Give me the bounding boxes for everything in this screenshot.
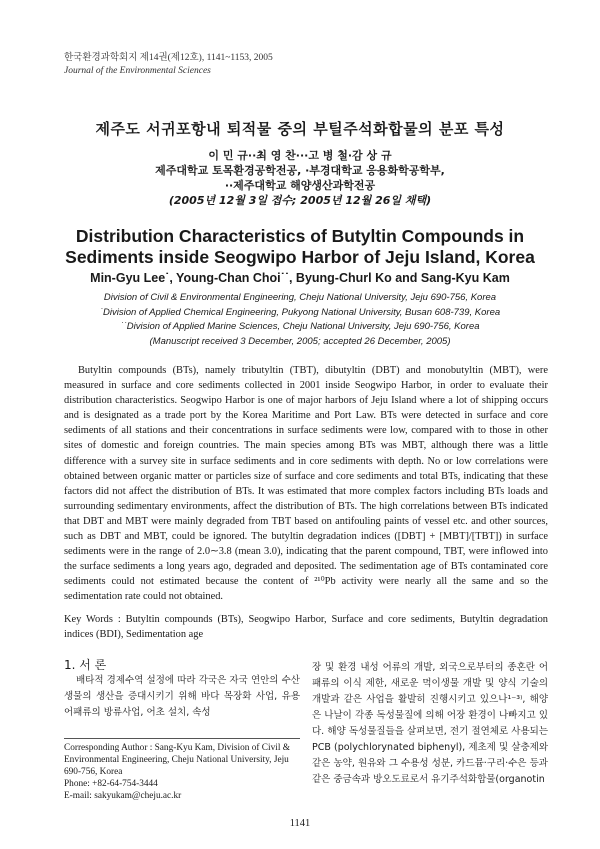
- journal-citation-ko: 한국환경과학회지 제14권(제12호), 1141~1153, 2005: [64, 53, 273, 63]
- received-dates-ko: (2005년 12월 3일 접수; 2005년 12월 26일 채택): [168, 194, 432, 207]
- footnote-author: Corresponding Author : Sang-Kyu Kam, Division of Civil & Environmental Engineering, Cheju National University, Jeju 690-756, Korea: [64, 743, 290, 777]
- footnote-rule: [64, 738, 300, 739]
- title-english: [0, 226, 600, 268]
- body-column-1: 배타적 경제수역 설정에 따라 각국은 자국 연안의 수산생물의 생산을 증대시키기 위해 바다 목장화 사업, 유용 어패류의 방류사업, 어초 설치, 속성: [64, 675, 300, 718]
- affiliation-ko-2: ··제주대학교 해양생산과학전공: [224, 179, 376, 192]
- footnote: [64, 742, 300, 802]
- affiliations-english: [0, 291, 600, 349]
- body-column-2: 장 및 환경 내성 어류의 개발, 외국으로부터의 종혼란 어패류의 이식 제한, 새로운 먹이생물 개발 및 양식 기술의 개발과 같은 사업을 활발히 진행시키고 있으나¹⁻³⁾, 해양은 나날이 각종 독성물질에 의해 어장 환경이 나빠지고 있다. 해양 독성물질들을 살펴보면, 전기 절연체로 사용되는 PCB (polychlorynated biphenyl), 제초제 및 살충제와 같은 농약, 원유와 그 수용성 성분, 카드뮴·구리·수은 등과 같은 중금속과 방오도료로서 유기주석화합물(organotin: [312, 662, 548, 785]
- page-number: 1141: [289, 818, 311, 829]
- keywords-label: Key Words :: [64, 614, 121, 625]
- journal-name-en: Journal of the Environmental Sciences: [64, 66, 211, 76]
- title-english-line-1: Distribution Characteristics of Butyltin Compounds in: [75, 226, 525, 246]
- authors-english: Min-Gyu Lee˙, Young-Chan Choi˙˙, Byung-Churl Ko and Sang-Kyu Kam: [90, 271, 510, 285]
- keywords-block: [64, 612, 548, 642]
- affiliation-en-2: ˙Division of Applied Chemical Engineering, Pukyong National University, Busan 608-739, Korea: [99, 306, 501, 318]
- abstract: Butyltin compounds (BTs), namely tributyltin (TBT), dibutyltin (DBT) and monobutyltin (MBT), were measured in surface and core sediments collected in 2001 inside Seogwipo Harbor, in order to evaluate their distribution characteristics. Seogwipo Harbor is one of major harbors of Jeju Island where a lot of shipping occurs and is designated as a trade port by the Korea Maritime and Port Law. BTs were detected in surface and core sediments of all stations and their concentrations in surface sediments were low, compared with to those in other sites of domestic and foreign countries. The main species among BTs was MBT, although there was a little difference with a survey site in surface sediments and in core sediments with depth. No or low correlations were obtained between organic matter or particles size of surface and core sediments and total BTs, indicating that these factors did not affect the distribution of BTs. It was estimated that more complex factors including BTs loads and surrounding sedimentary environments, affect the distribution of BTs. The high correlations between BTs indicated that DBT and MBT were mainly degraded from TBT based on antifouling paints of vessel etc. and other sources, such as DBT and MBT, could be ignored. The butyltin degradation indices ([DBT] + [MBT]/[TBT]) in surface sediments were in the range of 2.0∼3.8 (mean 3.0), indicating that the parent compound, TBT, were inflowed into the surface sediments a long years ago, degraded and deposited. The sedimentation age of BTs contaminated core sediments could not estimated because the content of ²¹⁰Pb activity were nearly all the same and so the sedimentation rate could not obtained.: [64, 365, 548, 603]
- affiliation-ko-1: 제주대학교 토목환경공학전공, ·부경대학교 응용화학공학부,: [155, 164, 445, 177]
- footnote-email: E-mail: sakyukam@cheju.ac.kr: [64, 791, 182, 801]
- affiliation-en-3: ˙˙Division of Applied Marine Sciences, Cheju National University, Jeju 690-756, Korea: [120, 321, 480, 332]
- authors-korean: 이 민 규··최 영 찬···고 병 철·감 상 규: [208, 149, 392, 162]
- journal-header: [64, 52, 273, 78]
- title-english-line-2: Sediments inside Seogwipo Harbor of Jeju Island, Korea: [65, 247, 535, 267]
- keywords-text: Butyltin compounds (BTs), Seogwipo Harbor, Surface and core sediments, Butyltin degradation indices (BDI), Sedimentation age: [64, 614, 548, 640]
- footnote-phone: Phone: +82-64-754-3444: [64, 779, 158, 789]
- affiliation-en-1: Division of Civil & Environmental Engineering, Cheju National University, Jeju 690-756, Korea: [103, 292, 497, 303]
- title-korean: 제주도 서귀포항내 퇴적물 중의 부틸주석화합물의 분포 특성: [95, 120, 505, 138]
- section-heading: 1. 서 론: [64, 658, 107, 672]
- manuscript-dates: (Manuscript received 3 December, 2005; accepted 26 December, 2005): [149, 335, 451, 347]
- authors-korean-block: [0, 148, 600, 208]
